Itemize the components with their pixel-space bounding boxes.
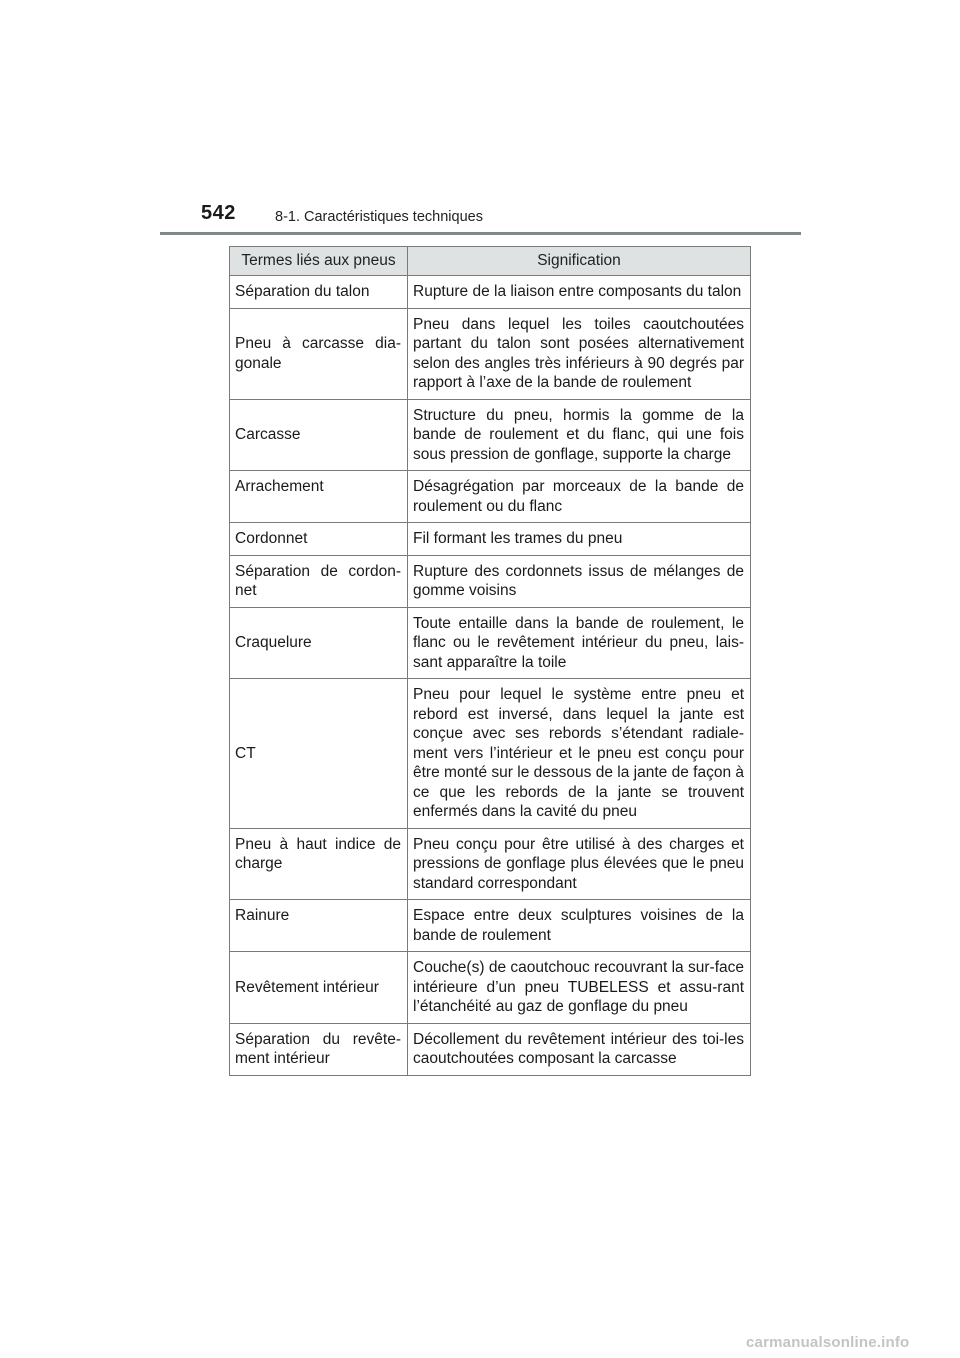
- definition-cell: Pneu pour lequel le système entre pneu et rebord est inversé, dans lequel la jante est conçue avec ses rebords s’étendant radiale-ment vers l’intérieur et le pneu est conçu pour être monté sur le dessous de la jante de façon à ce que les rebords de la jante se trouvent enfermés dans la cavité du pneu: [408, 679, 751, 829]
- term-cell: Arrachement: [230, 471, 408, 523]
- definition-cell: Toute entaille dans la bande de roulement, le flanc ou le revêtement intérieur du pneu, lais-sant apparaître la toile: [408, 607, 751, 679]
- table-row: [230, 276, 751, 309]
- definition-cell: Couche(s) de caoutchouc recouvrant la sur-face intérieure d’un pneu TUBELESS et assu-rant l’étanchéité au gaz de gonflage du pneu: [408, 952, 751, 1024]
- tire-terms-table: [229, 246, 751, 1076]
- definition-cell: Rupture de la liaison entre composants du talon: [408, 276, 751, 309]
- term-cell: Séparation du revête-ment intérieur: [230, 1023, 408, 1075]
- definition-cell: Structure du pneu, hormis la gomme de la bande de roulement et du flanc, qui une fois sous pression de gonflage, supporte la charge: [408, 399, 751, 471]
- watermark: carmanualsonline.info: [746, 1334, 910, 1351]
- column-header-terms: Termes liés aux pneus: [230, 247, 408, 276]
- table-row: [230, 523, 751, 556]
- table-row: [230, 607, 751, 679]
- definition-cell: Espace entre deux sculptures voisines de la bande de roulement: [408, 900, 751, 952]
- term-cell: CT: [230, 679, 408, 829]
- definition-cell: Pneu conçu pour être utilisé à des charges et pressions de gonflage plus élevées que le pneu standard correspondant: [408, 828, 751, 900]
- term-cell: Rainure: [230, 900, 408, 952]
- section-title: 8-1. Caractéristiques techniques: [275, 209, 483, 225]
- term-cell: Cordonnet: [230, 523, 408, 556]
- table-row: [230, 952, 751, 1024]
- table-header-row: [230, 247, 751, 276]
- column-header-meaning: Signification: [408, 247, 751, 276]
- term-cell: Pneu à carcasse dia-gonale: [230, 308, 408, 399]
- definition-cell: Rupture des cordonnets issus de mélanges de gomme voisins: [408, 555, 751, 607]
- term-cell: Craquelure: [230, 607, 408, 679]
- page-header: [0, 0, 960, 240]
- term-cell: Carcasse: [230, 399, 408, 471]
- header-rule: [160, 232, 801, 235]
- table-row: [230, 471, 751, 523]
- page-number: 542: [201, 202, 236, 224]
- table-row: [230, 679, 751, 829]
- term-cell: Pneu à haut indice de charge: [230, 828, 408, 900]
- table-row: [230, 1023, 751, 1075]
- table-row: [230, 828, 751, 900]
- table-row: [230, 900, 751, 952]
- term-cell: Revêtement intérieur: [230, 952, 408, 1024]
- table-row: [230, 399, 751, 471]
- definition-cell: Décollement du revêtement intérieur des toi-les caoutchoutées composant la carcasse: [408, 1023, 751, 1075]
- table-row: [230, 555, 751, 607]
- term-cell: Séparation de cordon-net: [230, 555, 408, 607]
- definition-cell: Désagrégation par morceaux de la bande de roulement ou du flanc: [408, 471, 751, 523]
- definition-cell: Pneu dans lequel les toiles caoutchoutées partant du talon sont posées alternativement selon des angles très inférieurs à 90 degrés par rapport à l’axe de la bande de roulement: [408, 308, 751, 399]
- table-row: [230, 308, 751, 399]
- term-cell: Séparation du talon: [230, 276, 408, 309]
- definition-cell: Fil formant les trames du pneu: [408, 523, 751, 556]
